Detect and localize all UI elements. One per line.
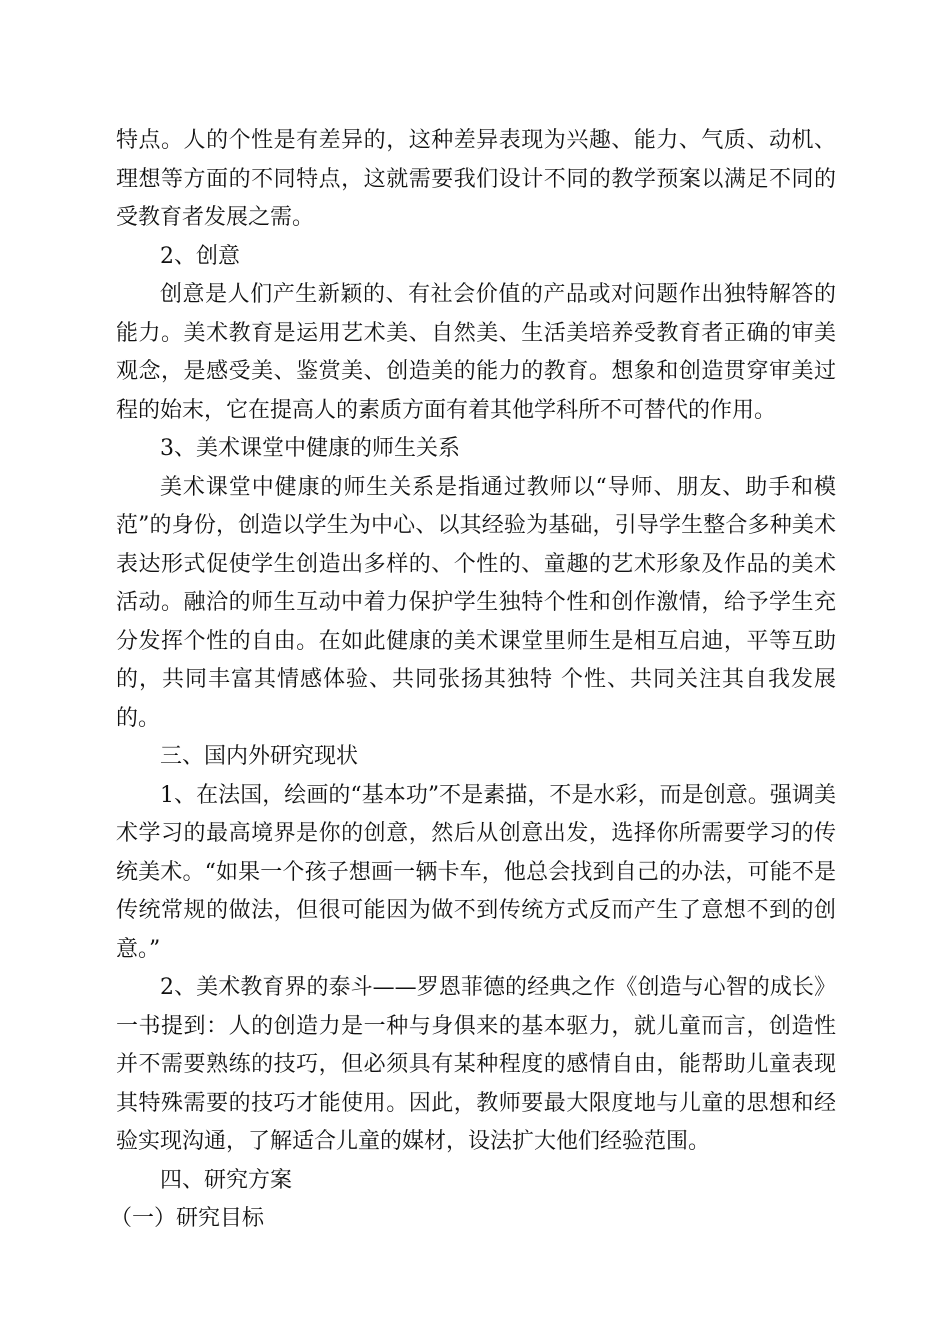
paragraph-teacher-student-relationship: 美术课堂中健康的师生关系是指通过教师以“导师、朋友、助手和模范”的身份，创造以学生为中心、以其经验为基础，引导学生整合多种美术表达形式促使学生创造出多样的、个性的、童趣的艺术形象及作品的美术活动。融洽的师生互动中着力保护学生独特个性和创作激情，给予学生充分发挥个性的自由。在如此健康的美术课堂里师生是相互启迪，平等互助的，共同丰富其情感体验、共同张扬其独特 个性、共同关注其自我发展的。 [116,474,836,731]
heading-teacher-student-relationship: 3、美术课堂中健康的师生关系 [160,436,460,461]
paragraph-personality-differences: 特点。人的个性是有差异的，这种差异表现为兴趣、能力、气质、动机、理想等方面的不同特点，这就需要我们设计不同的教学预案以满足不同的受教育者发展之需。 [116,128,836,230]
heading-research-goals: （一）研究目标 [110,1206,265,1231]
paragraph-creativity-definition: 创意是人们产生新颖的、有社会价值的产品或对问题作出独特解答的能力。美术教育是运用艺术美、自然美、生活美培养受教育者正确的审美观念，是感受美、鉴赏美、创造美的能力的教育。想象和创造贯穿审美过程的始末，它在提高人的素质方面有着其他学科所不可替代的作用。 [116,282,836,423]
heading-creativity: 2、创意 [160,243,240,269]
paragraph-france-art-education: 1、在法国，绘画的“基本功”不是素描，不是水彩，而是创意。强调美术学习的最高境界是你的创意，然后从创意出发，选择你所需要学习的传统美术。“如果一个孩子想画一辆卡车，他总会找到自己的办法，可能不是传统常规的做法，但很可能因为做不到传统方式反而产生了意想不到的创意。” [116,782,836,962]
document-body [110,122,836,1239]
paragraph-lowenfeld: 2、美术教育界的泰斗——罗恩菲德的经典之作《创造与心智的成长》一书提到：人的创造力是一种与身俱来的基本驱力，就儿童而言，创造性并不需要熟练的技巧，但必须具有某种程度的感情自由，能帮助儿童表现其特殊需要的技巧才能使用。因此，教师要最大限度地与儿童的思想和经验实现沟通，了解适合儿童的媒材，设法扩大他们经验范围。 [116,975,836,1154]
heading-research-plan: 四、研究方案 [160,1167,293,1193]
heading-research-status: 三、国内外研究现状 [160,744,359,769]
